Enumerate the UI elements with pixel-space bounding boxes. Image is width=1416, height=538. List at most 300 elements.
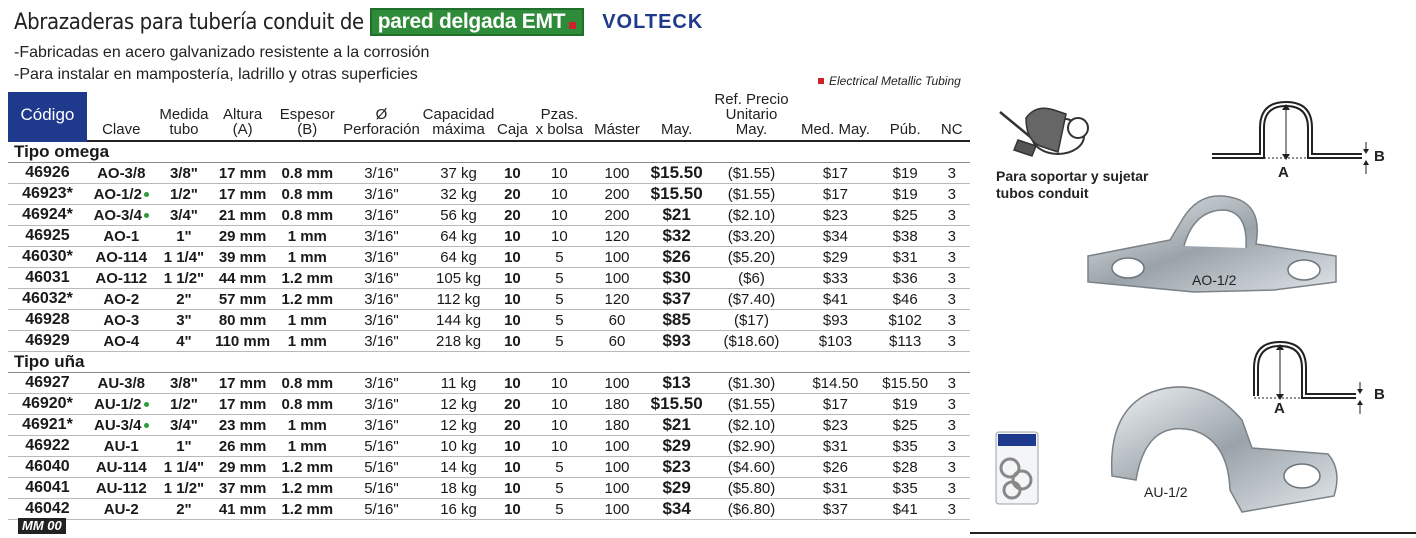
cell-perforacion: 3/16" <box>342 331 422 352</box>
cell-master: 100 <box>590 499 645 520</box>
cell-master: 100 <box>590 436 645 457</box>
page-title: Abrazaderas para tubería conduit de <box>14 9 364 35</box>
cell-espesor: 0.8 mm <box>273 184 342 205</box>
cell-med-may: $14.50 <box>794 373 877 394</box>
cell-caja: 10 <box>496 478 529 499</box>
cell-medida: 2" <box>156 289 213 310</box>
table-row <box>8 205 970 226</box>
cell-caja: 10 <box>496 457 529 478</box>
table-row <box>8 163 970 184</box>
cell-med-may: $17 <box>794 184 877 205</box>
clave-text: AU-1/2 <box>93 395 142 413</box>
cell-medida: 1 1/2" <box>156 478 213 499</box>
emt-note <box>818 74 961 88</box>
table-row <box>8 331 970 352</box>
cell-med-may: $31 <box>794 478 877 499</box>
cell-medida: 1 1/2" <box>156 268 213 289</box>
cell-pzas: 10 <box>529 205 590 226</box>
cell-capacidad: 11 kg <box>421 373 496 394</box>
cell-clave <box>87 226 156 247</box>
retail-bag-icon <box>994 430 1040 506</box>
cell-codigo: 46928 <box>8 310 87 331</box>
cell-master: 180 <box>590 415 645 436</box>
cell-ref-precio: ($1.30) <box>709 373 794 394</box>
cell-pzas: 10 <box>529 163 590 184</box>
cell-med-may: $41 <box>794 289 877 310</box>
cell-perforacion: 5/16" <box>342 457 422 478</box>
cell-med-may: $37 <box>794 499 877 520</box>
cell-pzas: 10 <box>529 394 590 415</box>
cell-capacidad: 37 kg <box>421 163 496 184</box>
cell-altura: 29 mm <box>212 226 273 247</box>
cell-pub: $28 <box>877 457 934 478</box>
cell-pzas: 10 <box>529 226 590 247</box>
cell-clave <box>87 268 156 289</box>
table-row <box>8 184 970 205</box>
cell-nc: 3 <box>934 289 971 310</box>
cell-nc: 3 <box>934 268 971 289</box>
cell-nc: 3 <box>934 394 971 415</box>
cell-may: $21 <box>644 415 709 436</box>
cell-altura: 37 mm <box>212 478 273 499</box>
cell-master: 200 <box>590 184 645 205</box>
cell-clave <box>87 457 156 478</box>
cell-espesor: 1.2 mm <box>273 268 342 289</box>
clave-text: AO-2 <box>103 290 140 308</box>
cell-perforacion: 3/16" <box>342 289 422 310</box>
cell-codigo: 46920* <box>8 394 87 415</box>
cell-ref-precio: ($2.10) <box>709 415 794 436</box>
feature-list <box>14 42 429 86</box>
cell-altura: 41 mm <box>212 499 273 520</box>
cell-codigo: 46031 <box>8 268 87 289</box>
cell-capacidad: 32 kg <box>421 184 496 205</box>
cell-clave <box>87 373 156 394</box>
cell-espesor: 1 mm <box>273 247 342 268</box>
cell-codigo: 46921* <box>8 415 87 436</box>
cell-espesor: 0.8 mm <box>273 205 342 226</box>
cell-med-may: $17 <box>794 163 877 184</box>
cell-ref-precio: ($17) <box>709 310 794 331</box>
dimension-a-label: A <box>1274 400 1285 417</box>
cell-clave <box>87 310 156 331</box>
col-altura: Altura (A) <box>212 92 273 141</box>
cell-capacidad: 218 kg <box>421 331 496 352</box>
cell-pzas: 10 <box>529 373 590 394</box>
cell-espesor: 0.8 mm <box>273 373 342 394</box>
cell-med-may: $23 <box>794 205 877 226</box>
cell-may: $30 <box>644 268 709 289</box>
table-row <box>8 373 970 394</box>
cell-capacidad: 56 kg <box>421 205 496 226</box>
clave-text: AU-112 <box>95 479 147 497</box>
cell-altura: 17 mm <box>212 373 273 394</box>
cell-pzas: 5 <box>529 331 590 352</box>
cell-pub: $31 <box>877 247 934 268</box>
cell-pub: $19 <box>877 394 934 415</box>
col-capacidad: Capacidad máxima <box>421 92 496 141</box>
cell-perforacion: 3/16" <box>342 373 422 394</box>
cell-espesor: 1 mm <box>273 331 342 352</box>
cell-perforacion: 3/16" <box>342 310 422 331</box>
emt-badge-text: pared delgada EMT <box>377 10 566 33</box>
cell-med-may: $17 <box>794 394 877 415</box>
table-row <box>8 499 970 520</box>
cell-master: 60 <box>590 310 645 331</box>
cell-clave <box>87 184 156 205</box>
cell-clave <box>87 289 156 310</box>
cell-perforacion: 3/16" <box>342 205 422 226</box>
cell-altura: 21 mm <box>212 205 273 226</box>
cell-espesor: 1.2 mm <box>273 289 342 310</box>
page-header <box>14 6 703 38</box>
cell-ref-precio: ($4.60) <box>709 457 794 478</box>
cell-med-may: $29 <box>794 247 877 268</box>
cell-perforacion: 3/16" <box>342 394 422 415</box>
cell-pzas: 5 <box>529 499 590 520</box>
cell-capacidad: 12 kg <box>421 415 496 436</box>
cell-nc: 3 <box>934 226 971 247</box>
cell-caja: 10 <box>496 289 529 310</box>
cell-medida: 1 1/4" <box>156 457 213 478</box>
cell-clave <box>87 163 156 184</box>
section-title: Tipo omega <box>8 141 970 163</box>
cell-may: $15.50 <box>644 163 709 184</box>
cell-pzas: 5 <box>529 268 590 289</box>
cell-nc: 3 <box>934 373 971 394</box>
cell-may: $13 <box>644 373 709 394</box>
table-row <box>8 478 970 499</box>
cell-codigo: 46929 <box>8 331 87 352</box>
cell-capacidad: 112 kg <box>421 289 496 310</box>
clave-text: AO-114 <box>95 248 148 266</box>
cell-pzas: 10 <box>529 415 590 436</box>
cell-may: $85 <box>644 310 709 331</box>
table-row <box>8 394 970 415</box>
cell-medida: 3/4" <box>156 205 213 226</box>
cell-med-may: $93 <box>794 310 877 331</box>
cell-caja: 10 <box>496 247 529 268</box>
emt-note-text: Electrical Metallic Tubing <box>829 74 961 88</box>
cell-perforacion: 3/16" <box>342 184 422 205</box>
cell-may: $93 <box>644 331 709 352</box>
cell-capacidad: 10 kg <box>421 436 496 457</box>
cell-altura: 17 mm <box>212 163 273 184</box>
col-nc: NC <box>934 92 971 141</box>
cell-ref-precio: ($6.80) <box>709 499 794 520</box>
cell-altura: 17 mm <box>212 184 273 205</box>
dimension-b-label: B <box>1374 148 1385 165</box>
cell-pzas: 5 <box>529 310 590 331</box>
green-dot-icon <box>144 192 149 197</box>
cell-medida: 1" <box>156 436 213 457</box>
omega-clamp-on-pipe-icon <box>996 100 1096 166</box>
cell-codigo: 46922 <box>8 436 87 457</box>
cell-caja: 20 <box>496 184 529 205</box>
cell-perforacion: 3/16" <box>342 247 422 268</box>
cell-medida: 3" <box>156 310 213 331</box>
cell-pub: $36 <box>877 268 934 289</box>
table-header-row <box>8 92 970 141</box>
cell-perforacion: 3/16" <box>342 415 422 436</box>
cell-altura: 29 mm <box>212 457 273 478</box>
green-dot-icon <box>144 213 149 218</box>
cell-altura: 80 mm <box>212 310 273 331</box>
clave-text: AO-3/8 <box>97 164 146 182</box>
cell-pub: $15.50 <box>877 373 934 394</box>
cell-capacidad: 105 kg <box>421 268 496 289</box>
cell-may: $34 <box>644 499 709 520</box>
cell-ref-precio: ($2.10) <box>709 205 794 226</box>
cell-espesor: 0.8 mm <box>273 394 342 415</box>
table-row <box>8 436 970 457</box>
cell-ref-precio: ($1.55) <box>709 394 794 415</box>
cell-master: 120 <box>590 289 645 310</box>
cell-pub: $46 <box>877 289 934 310</box>
cell-capacidad: 16 kg <box>421 499 496 520</box>
cell-codigo: 46923* <box>8 184 87 205</box>
cell-perforacion: 3/16" <box>342 226 422 247</box>
table-row <box>8 457 970 478</box>
cell-ref-precio: ($2.90) <box>709 436 794 457</box>
table-body <box>8 141 970 520</box>
product-label-omega: AO-1/2 <box>1192 272 1237 288</box>
table-row <box>8 226 970 247</box>
cell-codigo: 46924* <box>8 205 87 226</box>
cell-master: 100 <box>590 247 645 268</box>
cell-clave <box>87 478 156 499</box>
section-header-row <box>8 141 970 163</box>
footer-code: MM 00 <box>18 518 66 534</box>
cell-altura: 17 mm <box>212 394 273 415</box>
cell-master: 60 <box>590 331 645 352</box>
cell-med-may: $33 <box>794 268 877 289</box>
cell-med-may: $23 <box>794 415 877 436</box>
table-row <box>8 247 970 268</box>
cell-espesor: 1.2 mm <box>273 457 342 478</box>
cell-pub: $38 <box>877 226 934 247</box>
cell-capacidad: 12 kg <box>421 394 496 415</box>
cell-perforacion: 5/16" <box>342 478 422 499</box>
cell-ref-precio: ($1.55) <box>709 184 794 205</box>
product-label-una: AU-1/2 <box>1144 484 1188 500</box>
cell-pub: $113 <box>877 331 934 352</box>
cell-ref-precio: ($18.60) <box>709 331 794 352</box>
cell-caja: 10 <box>496 373 529 394</box>
cell-pub: $102 <box>877 310 934 331</box>
cell-pub: $19 <box>877 184 934 205</box>
cell-nc: 3 <box>934 184 971 205</box>
cell-medida: 1" <box>156 226 213 247</box>
cell-master: 100 <box>590 373 645 394</box>
cell-caja: 10 <box>496 226 529 247</box>
col-espesor: Espesor (B) <box>273 92 342 141</box>
table-row <box>8 289 970 310</box>
cell-master: 100 <box>590 268 645 289</box>
col-pzas: Pzas. x bolsa <box>529 92 590 141</box>
col-clave: Clave <box>87 92 156 141</box>
cell-master: 200 <box>590 205 645 226</box>
cell-caja: 20 <box>496 205 529 226</box>
cell-nc: 3 <box>934 499 971 520</box>
cell-espesor: 1 mm <box>273 310 342 331</box>
cell-pzas: 10 <box>529 184 590 205</box>
uses-caption-line: Para soportar y sujetar <box>996 168 1149 184</box>
cell-espesor: 1.2 mm <box>273 499 342 520</box>
cell-may: $23 <box>644 457 709 478</box>
cell-clave <box>87 394 156 415</box>
cell-espesor: 1 mm <box>273 436 342 457</box>
cell-pzas: 5 <box>529 478 590 499</box>
col-master: Máster <box>590 92 645 141</box>
cell-espesor: 1 mm <box>273 415 342 436</box>
cell-pub: $25 <box>877 415 934 436</box>
cell-medida: 2" <box>156 499 213 520</box>
cell-medida: 1/2" <box>156 394 213 415</box>
cell-capacidad: 18 kg <box>421 478 496 499</box>
feature-item: -Para instalar en mampostería, ladrillo y otras superficies <box>14 66 418 83</box>
cell-nc: 3 <box>934 163 971 184</box>
cell-codigo: 46926 <box>8 163 87 184</box>
omega-clamp-image <box>1084 186 1340 306</box>
clave-text: AO-1 <box>103 227 140 245</box>
section-title: Tipo uña <box>8 352 970 373</box>
omega-dimension-diagram <box>1206 96 1398 178</box>
cell-altura: 23 mm <box>212 415 273 436</box>
cell-medida: 3/4" <box>156 415 213 436</box>
cell-espesor: 1.2 mm <box>273 478 342 499</box>
cell-may: $29 <box>644 436 709 457</box>
cell-master: 120 <box>590 226 645 247</box>
cell-codigo: 46030* <box>8 247 87 268</box>
cell-pub: $35 <box>877 478 934 499</box>
cell-capacidad: 64 kg <box>421 247 496 268</box>
cell-clave <box>87 415 156 436</box>
col-may: May. <box>644 92 709 141</box>
cell-pzas: 5 <box>529 289 590 310</box>
cell-nc: 3 <box>934 205 971 226</box>
cell-med-may: $31 <box>794 436 877 457</box>
col-pub: Púb. <box>877 92 934 141</box>
cell-medida: 3/8" <box>156 373 213 394</box>
clave-text: AO-3/4 <box>93 206 142 224</box>
cell-codigo: 46041 <box>8 478 87 499</box>
section-header-row <box>8 352 970 373</box>
cell-caja: 10 <box>496 163 529 184</box>
col-perforacion: Ø Perforación <box>342 92 422 141</box>
col-caja: Caja <box>496 92 529 141</box>
cell-pub: $35 <box>877 436 934 457</box>
cell-codigo: 46042 <box>8 499 87 520</box>
col-codigo: Código <box>8 92 87 141</box>
cell-nc: 3 <box>934 457 971 478</box>
cell-ref-precio: ($3.20) <box>709 226 794 247</box>
cell-nc: 3 <box>934 247 971 268</box>
col-medida: Medida tubo <box>156 92 213 141</box>
cell-medida: 1 1/4" <box>156 247 213 268</box>
cell-codigo: 46927 <box>8 373 87 394</box>
cell-med-may: $103 <box>794 331 877 352</box>
table-row <box>8 415 970 436</box>
table-row <box>8 268 970 289</box>
col-med-may: Med. May. <box>794 92 877 141</box>
cell-nc: 3 <box>934 478 971 499</box>
clave-text: AU-1 <box>103 437 139 455</box>
cell-clave <box>87 247 156 268</box>
cell-ref-precio: ($7.40) <box>709 289 794 310</box>
cell-caja: 20 <box>496 394 529 415</box>
cell-med-may: $34 <box>794 226 877 247</box>
cell-nc: 3 <box>934 436 971 457</box>
product-table <box>8 92 970 520</box>
cell-ref-precio: ($5.80) <box>709 478 794 499</box>
cell-master: 180 <box>590 394 645 415</box>
cell-codigo: 46032* <box>8 289 87 310</box>
cell-clave <box>87 331 156 352</box>
cell-may: $37 <box>644 289 709 310</box>
clave-text: AO-4 <box>103 332 140 350</box>
cell-caja: 20 <box>496 415 529 436</box>
clave-text: AO-3 <box>103 311 140 329</box>
cell-espesor: 0.8 mm <box>273 163 342 184</box>
cell-caja: 10 <box>496 499 529 520</box>
cell-pzas: 5 <box>529 457 590 478</box>
una-clamp-image <box>1102 380 1342 520</box>
red-square-icon <box>818 78 824 84</box>
cell-perforacion: 3/16" <box>342 268 422 289</box>
cell-altura: 39 mm <box>212 247 273 268</box>
red-square-icon <box>569 22 576 29</box>
cell-master: 100 <box>590 457 645 478</box>
cell-caja: 10 <box>496 310 529 331</box>
brand-logo: VOLTECK <box>602 10 704 33</box>
clave-text: AU-3/4 <box>93 416 142 434</box>
divider <box>970 532 1416 534</box>
cell-capacidad: 144 kg <box>421 310 496 331</box>
cell-clave <box>87 499 156 520</box>
cell-pzas: 5 <box>529 247 590 268</box>
cell-clave <box>87 205 156 226</box>
cell-medida: 3/8" <box>156 163 213 184</box>
uses-caption-line: tubos conduit <box>996 185 1089 201</box>
cell-altura: 44 mm <box>212 268 273 289</box>
cell-master: 100 <box>590 478 645 499</box>
cell-nc: 3 <box>934 310 971 331</box>
clave-text: AU-3/8 <box>97 374 145 392</box>
cell-may: $15.50 <box>644 394 709 415</box>
cell-perforacion: 5/16" <box>342 499 422 520</box>
cell-medida: 1/2" <box>156 184 213 205</box>
feature-item: -Fabricadas en acero galvanizado resistente a la corrosión <box>14 44 430 61</box>
cell-capacidad: 14 kg <box>421 457 496 478</box>
clave-text: AO-112 <box>95 269 148 287</box>
cell-may: $29 <box>644 478 709 499</box>
cell-nc: 3 <box>934 331 971 352</box>
cell-may: $32 <box>644 226 709 247</box>
cell-ref-precio: ($1.55) <box>709 163 794 184</box>
clave-text: AU-2 <box>103 500 139 518</box>
cell-altura: 57 mm <box>212 289 273 310</box>
cell-ref-precio: ($5.20) <box>709 247 794 268</box>
cell-altura: 26 mm <box>212 436 273 457</box>
cell-ref-precio: ($6) <box>709 268 794 289</box>
cell-perforacion: 3/16" <box>342 163 422 184</box>
cell-pzas: 10 <box>529 436 590 457</box>
cell-espesor: 1 mm <box>273 226 342 247</box>
dimension-b-label: B <box>1374 386 1385 403</box>
cell-may: $15.50 <box>644 184 709 205</box>
col-ref-precio: Ref. Precio Unitario May. <box>709 92 794 141</box>
